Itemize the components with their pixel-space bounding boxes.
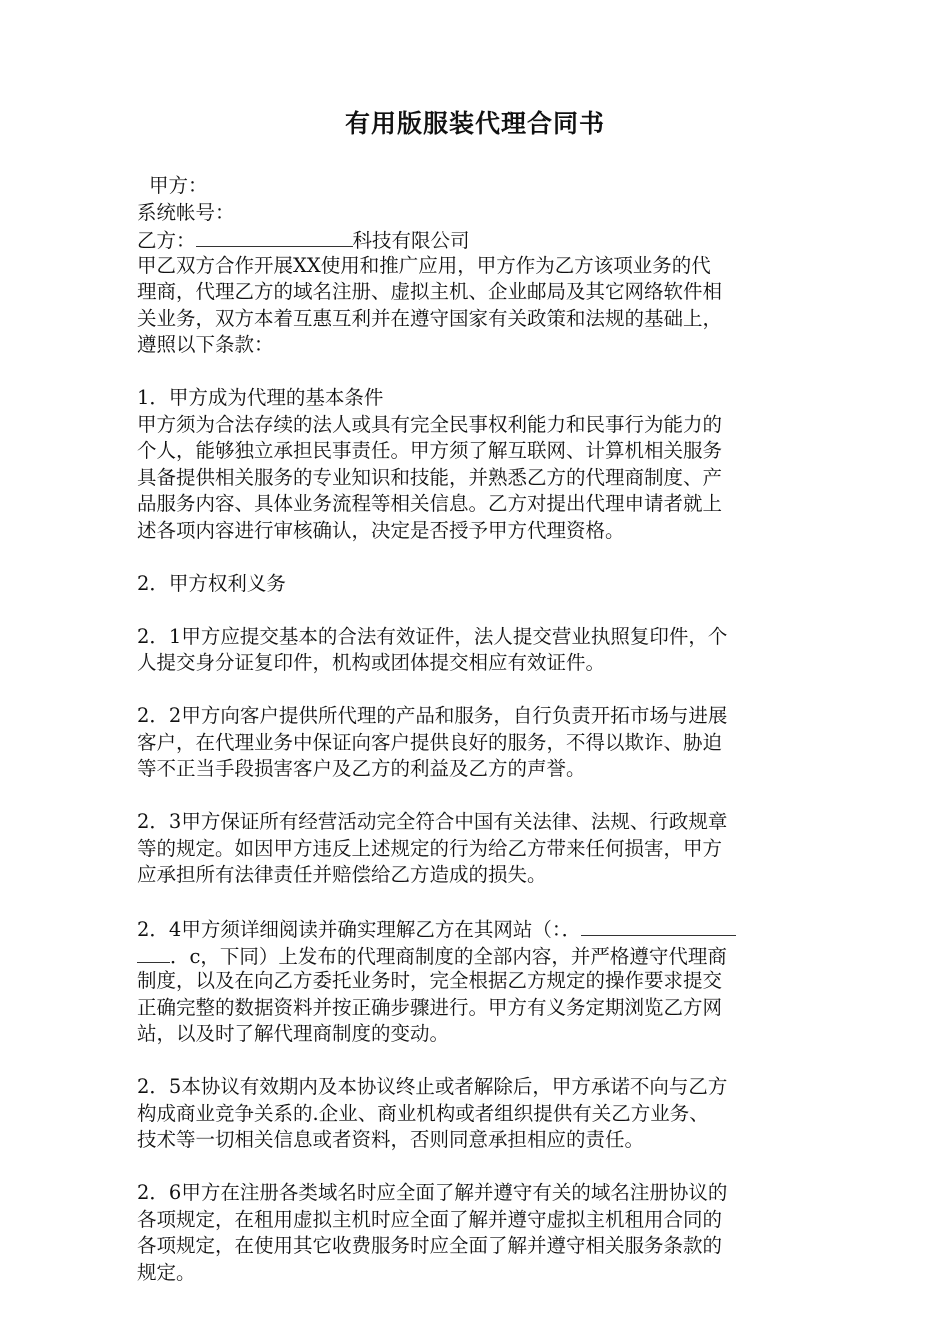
spacer [137, 1154, 817, 1181]
intro-line: 关业务，双方本着互惠互利并在遵守国家有关政策和法规的基础上， [137, 306, 723, 330]
clause-2-6-line: 各项规定，在使用其它收费服务时应全面了解并遵守相关服务条款的 [137, 1234, 723, 1257]
clause-2-4-line: 制度，以及在向乙方委托业务时，完全根据乙方规定的操作要求提交 [137, 969, 723, 992]
clause-2-4-line: 正确完整的数据资料并按正确步骤进行。甲方有义务定期浏览乙方网 [137, 995, 723, 1019]
section-1-line: 具备提供相关服务的专业知识和技能，并熟悉乙方的代理商制度、产 [137, 465, 723, 489]
clause-2-6-line: 规定。 [137, 1260, 196, 1284]
website-url-blank-continued [137, 942, 170, 963]
party-b-line [137, 226, 817, 253]
clause-2-6-line: 各项规定，在租用虚拟主机时应全面了解并遵守虚拟主机租用合同的 [137, 1207, 723, 1231]
clause-2-3-line: 等的规定。如因甲方违反上述规定的行为给乙方带来任何损害，甲方 [137, 836, 723, 860]
section-1-title: 1．甲方成为代理的基本条件 [137, 386, 384, 409]
clause-2-2-line: 等不正当手段损害客户及乙方的利益及乙方的声誉。 [137, 757, 586, 780]
clause-2-4-second-line [137, 942, 817, 969]
clause-2-1-line: 人提交身分证复印件，机构或团体提交相应有效证件。 [137, 651, 606, 674]
intro-line: 理商，代理乙方的域名注册、虚拟主机、企业邮局及其它网络软件相 [137, 280, 723, 303]
party-a-label: 甲方： [149, 174, 208, 197]
clause-2-4-second-text: ．c，下同）上发布的代理商制度的全部内容，并严格遵守代理商 [170, 944, 727, 968]
clause-2-3-line: 2．3甲方保证所有经营活动完全符合中国有关法律、法规、行政规章 [137, 810, 728, 833]
spacer [137, 359, 817, 386]
spacer [137, 1048, 817, 1075]
party-b-suffix: 科技有限公司 [352, 229, 470, 252]
clause-2-5-line: 构成商业竞争关系的.企业、商业机构或者组织提供有关乙方业务、 [137, 1101, 709, 1125]
spacer [137, 544, 817, 571]
party-b-label: 乙方： [137, 229, 196, 252]
clause-2-1-line: 2．1甲方应提交基本的合法有效证件，法人提交营业执照复印件，个 [137, 624, 728, 648]
clause-2-5-line: 技术等一切相关信息或者资料，否则同意承担相应的责任。 [137, 1128, 645, 1151]
clause-2-2-line: 客户，在代理业务中保证向客户提供良好的服务，不得以欺诈、胁迫 [137, 730, 723, 754]
party-b-name-blank [196, 226, 353, 247]
website-url-blank [581, 915, 736, 936]
clause-2-4-first-line [137, 915, 817, 942]
clause-2-4-first-text: 2．4甲方须详细阅读并确实理解乙方在其网站（：． [137, 918, 582, 941]
section-1-line: 个人，能够独立承担民事责任。甲方须了解互联网、计算机相关服务 [137, 439, 723, 462]
clause-2-3-line: 应承担所有法律责任并赔偿给乙方造成的损失。 [137, 863, 547, 886]
section-1-line: 甲方须为合法存续的法人或具有完全民事权利能力和民事行为能力的 [137, 412, 723, 436]
system-account-label: 系统帐号： [137, 200, 235, 224]
clause-2-5-line: 2．5本协议有效期内及本协议终止或者解除后，甲方承诺不向与乙方 [137, 1075, 728, 1098]
clause-2-6-line: 2．6甲方在注册各类域名时应全面了解并遵守有关的域名注册协议的 [137, 1181, 728, 1204]
section-2-title: 2．甲方权利义务 [137, 571, 286, 595]
spacer [137, 889, 817, 916]
intro-line: 甲乙双方合作开展XX使用和推广应用，甲方作为乙方该项业务的代 [137, 253, 711, 277]
section-1-line: 述各项内容进行审核确认，决定是否授予甲方代理资格。 [137, 518, 625, 542]
document-body [137, 173, 817, 1286]
document-title: 有用版服装代理合同书 [344, 109, 605, 138]
clause-2-2-line: 2．2甲方向客户提供所代理的产品和服务，自行负责开拓市场与进展 [137, 704, 728, 727]
spacer [137, 677, 817, 704]
section-1-line: 品服务内容、具体业务流程等相关信息。乙方对提出代理申请者就上 [137, 492, 723, 515]
intro-line: 遵照以下条款： [137, 333, 274, 356]
spacer [137, 783, 817, 810]
clause-2-4-line: 站，以及时了解代理商制度的变动。 [137, 1022, 450, 1045]
spacer [137, 597, 817, 624]
